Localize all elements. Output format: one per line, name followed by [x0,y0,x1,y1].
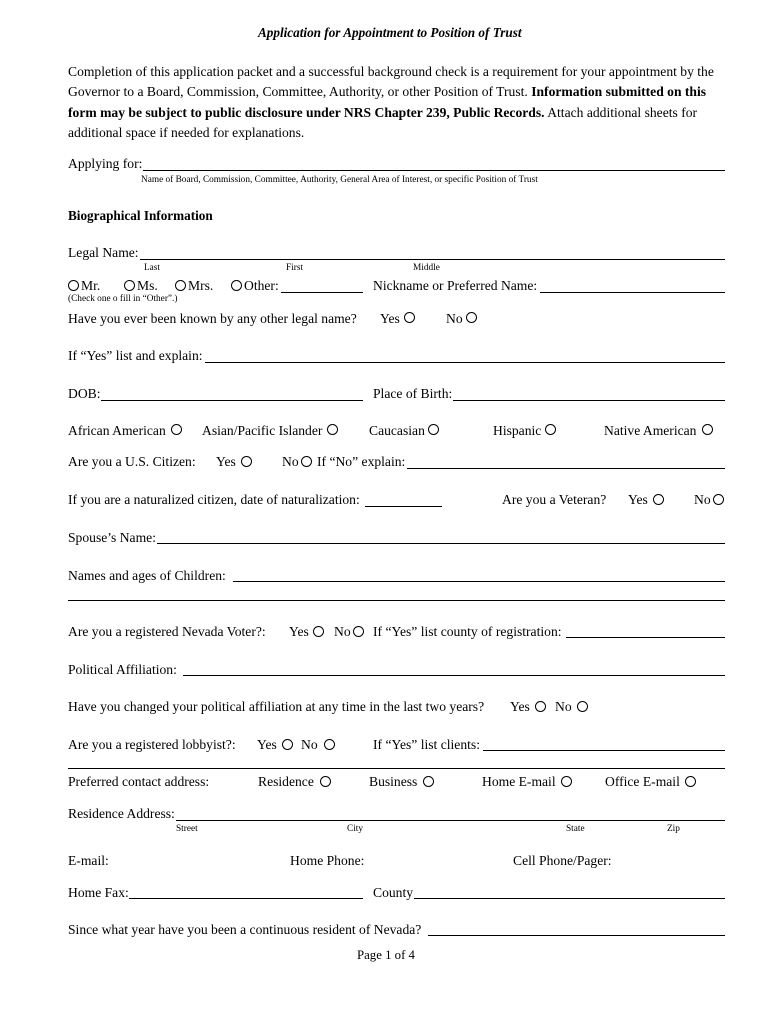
voter-yes-label: Yes [289,624,309,639]
cell-phone-label: Cell Phone/Pager: [513,853,612,868]
title-mrs-radio[interactable] [175,280,186,291]
title-hint: (Check one o fill in “Other”.) [68,294,178,304]
residence-city-hint: City [347,824,364,834]
ethnicity-native-american-radio[interactable] [702,424,713,435]
veteran-no-label: No [694,492,711,507]
legal-name-middle-hint: Middle [413,263,440,273]
other-name-yes-label: Yes [380,311,400,326]
county-label: County [373,885,414,900]
birthplace-label: Place of Birth: [373,386,453,401]
home-fax-label: Home Fax: [68,885,129,900]
title-mrs-label: Mrs. [188,278,214,293]
page-title: Application for Appointment to Position of Trust [258,25,522,40]
legal-name-field[interactable] [140,259,725,260]
lobbyist-yes-label: Yes [257,737,277,752]
children-field-extra-line[interactable] [68,600,725,601]
title-ms-radio[interactable] [124,280,135,291]
citizen-if-no-label: If “No” explain: [317,454,406,469]
lobbyist-clients-field[interactable] [483,750,725,751]
citizen-yes-label: Yes [216,454,236,469]
lobbyist-clients-extra-line[interactable] [68,768,725,769]
other-name-yes-radio[interactable] [404,312,415,323]
political-affiliation-field[interactable] [183,675,725,676]
intro-text: Completion of this application packet and a successful background check is a requirement for your appointment by the Governor to a Board, Commission, Committee, Authority, or other Position of Trust. [68,64,714,100]
email-label: E-mail: [68,853,109,868]
naturalization-label: If you are a naturalized citizen, date of naturalization: [68,492,360,507]
ethnicity-asian-pacific-label: Asian/Pacific Islander [202,423,323,438]
voter-no-radio[interactable] [353,626,364,637]
resident-question: Since what year have you been a continuous resident of Nevada? [68,922,422,937]
citizen-yes-radio[interactable] [241,456,252,467]
title-ms-label: Ms. [137,278,158,293]
spouse-field[interactable] [157,543,725,544]
veteran-yes-label: Yes [628,492,648,507]
dob-field[interactable] [101,400,363,401]
changed-affiliation-question: Have you changed your political affiliation at any time in the last two years? [68,699,485,714]
resident-year-field[interactable] [428,935,725,936]
if-yes-explain-field[interactable] [205,362,725,363]
contact-residence-label: Residence [258,774,314,789]
residence-state-hint: State [566,824,585,834]
county-field[interactable] [414,898,725,899]
contact-home-email-radio[interactable] [561,776,572,787]
changed-affiliation-no-radio[interactable] [577,701,588,712]
intro-paragraph [68,62,728,143]
page-number: Page 1 of 4 [357,948,415,962]
lobbyist-question: Are you a registered lobbyist?: [68,737,236,752]
changed-affiliation-no-label: No [555,699,572,714]
political-affiliation-label: Political Affiliation: [68,662,177,677]
contact-home-email-label: Home E-mail [482,774,556,789]
dob-label: DOB: [68,386,101,401]
nickname-label: Nickname or Preferred Name: [373,278,538,293]
voter-no-label: No [334,624,351,639]
ethnicity-african-american-label: African American [68,423,166,438]
voter-question: Are you a registered Nevada Voter?: [68,624,266,639]
other-name-question: Have you ever been known by any other legal name? [68,311,357,326]
applying-for-label: Applying for: [68,156,143,171]
voter-county-label: If “Yes” list county of registration: [373,624,562,639]
changed-affiliation-yes-radio[interactable] [535,701,546,712]
other-name-no-radio[interactable] [466,312,477,323]
ethnicity-asian-pacific-radio[interactable] [327,424,338,435]
veteran-no-radio[interactable] [713,494,724,505]
title-mr-radio[interactable] [68,280,79,291]
other-name-no-label: No [446,311,463,326]
contact-business-label: Business [369,774,418,789]
citizen-no-label: No [282,454,299,469]
citizen-no-radio[interactable] [301,456,312,467]
ethnicity-caucasian-label: Caucasian [369,423,425,438]
nickname-field[interactable] [540,292,725,293]
naturalization-field[interactable] [365,506,442,507]
applying-for-field[interactable] [143,170,725,171]
lobbyist-clients-label: If “Yes” list clients: [373,737,480,752]
legal-name-last-hint: Last [144,263,161,273]
home-fax-field[interactable] [129,898,363,899]
ethnicity-caucasian-radio[interactable] [428,424,439,435]
intro-text-attach: Attach additional sheets for additional space if needed for explanations. [68,104,698,140]
contact-office-email-radio[interactable] [685,776,696,787]
contact-business-radio[interactable] [423,776,434,787]
ethnicity-african-american-radio[interactable] [171,424,182,435]
lobbyist-no-radio[interactable] [324,739,335,750]
title-other-label: Other: [244,278,279,293]
citizen-if-no-field[interactable] [407,468,725,469]
title-other-field[interactable] [281,292,363,293]
contact-office-email-label: Office E-mail [605,774,680,789]
lobbyist-yes-radio[interactable] [282,739,293,750]
home-phone-label: Home Phone: [290,853,365,868]
contact-residence-radio[interactable] [320,776,331,787]
changed-affiliation-yes-label: Yes [510,699,530,714]
spouse-label: Spouse’s Name: [68,530,156,545]
ethnicity-hispanic-label: Hispanic [493,423,542,438]
children-label: Names and ages of Children: [68,568,226,583]
intro-public-records-notice: Information submitted on this form may be subject to public disclosure under NRS Chapter 239, Public Records. [68,84,707,120]
ethnicity-hispanic-radio[interactable] [545,424,556,435]
title-other-radio[interactable] [231,280,242,291]
legal-name-first-hint: First [286,263,304,273]
voter-county-field[interactable] [566,637,725,638]
citizen-question: Are you a U.S. Citizen: [68,454,196,469]
birthplace-field[interactable] [453,400,725,401]
lobbyist-no-label: No [301,737,318,752]
voter-yes-radio[interactable] [313,626,324,637]
residence-address-label: Residence Address: [68,806,175,821]
legal-name-label: Legal Name: [68,245,139,260]
veteran-yes-radio[interactable] [653,494,664,505]
section-heading-biographical: Biographical Information [68,208,213,223]
veteran-question: Are you a Veteran? [502,492,607,507]
title-mr-label: Mr. [81,278,101,293]
children-field[interactable] [233,581,725,582]
residence-street-hint: Street [176,824,198,834]
ethnicity-native-american-label: Native American [604,423,697,438]
contact-label: Preferred contact address: [68,774,210,789]
if-yes-explain-label: If “Yes” list and explain: [68,348,203,363]
residence-zip-hint: Zip [667,824,680,834]
residence-address-field[interactable] [176,820,725,821]
applying-for-hint: Name of Board, Commission, Committee, Authority, General Area of Interest, or specific Position of Trust [141,175,538,185]
